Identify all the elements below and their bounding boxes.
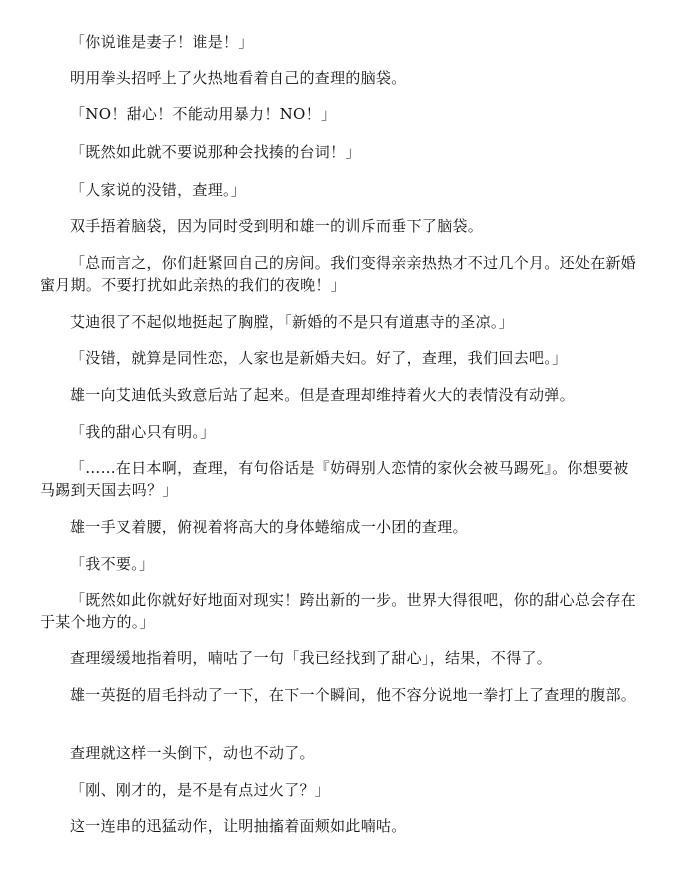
paragraph: 明用拳头招呼上了火热地看着自己的查理的脑袋。 xyxy=(70,69,407,87)
paragraph: 雄一英挺的眉毛抖动了一下，在下一个瞬间，他不容分说地一拳打上了查理的腹部。 xyxy=(70,686,637,704)
paragraph: 双手捂着脑袋，因为同时受到明和雄一的训斥而垂下了脑袋。 xyxy=(70,217,484,235)
paragraph: 「总而言之，你们赶紧回自己的房间。我们变得亲亲热热才不过几个月。还处在新婚蜜月期。不要打扰如此亲热的我们的夜晚！」 xyxy=(40,254,637,294)
paragraph: 查理缓缓地指着明，喃咕了一句「我已经找到了甜心」，结果，不得了。 xyxy=(70,649,553,667)
paragraph: 「NO！甜心！不能动用暴力！NO！」 xyxy=(70,105,337,123)
paragraph: 这一连串的迅猛动作，让明抽搐着面颊如此喃咕。 xyxy=(70,817,407,835)
paragraph: 「我的甜心只有明。」 xyxy=(70,423,216,441)
paragraph: 「你说谁是妻子！谁是！」 xyxy=(70,33,254,51)
paragraph: 「没错，就算是同性恋，人家也是新婚夫妇。好了，查理，我们回去吧。」 xyxy=(70,349,568,367)
paragraph: 「刚、刚才的，是不是有点过火了？」 xyxy=(70,781,331,799)
paragraph: 雄一手叉着腰，俯视着将高大的身体蜷缩成一小团的查理。 xyxy=(70,518,468,536)
paragraph: 「我不要。」 xyxy=(70,555,155,573)
paragraph: 「人家说的没错，查理。」 xyxy=(70,181,247,199)
paragraph: 「既然如此就不要说那种会找揍的台词！」 xyxy=(70,143,361,161)
paragraph: 艾迪很了不起似地挺起了胸膛，「新婚的不是只有道惠寺的圣凉。」 xyxy=(70,313,515,331)
paragraph: 「……在日本啊，查理，有句俗话是『妨碍别人恋情的家伙会被马踢死』。你想要被马踢到天国去吗？」 xyxy=(40,459,629,499)
paragraph: 「既然如此你就好好地面对现实！跨出新的一步。世界大得很吧，你的甜心总会存在于某个地方的。」 xyxy=(40,591,637,631)
paragraph: 雄一向艾迪低头致意后站了起来。但是查理却维持着火大的表情没有动弹。 xyxy=(70,386,575,404)
paragraph: 查理就这样一头倒下，动也不动了。 xyxy=(70,744,315,762)
